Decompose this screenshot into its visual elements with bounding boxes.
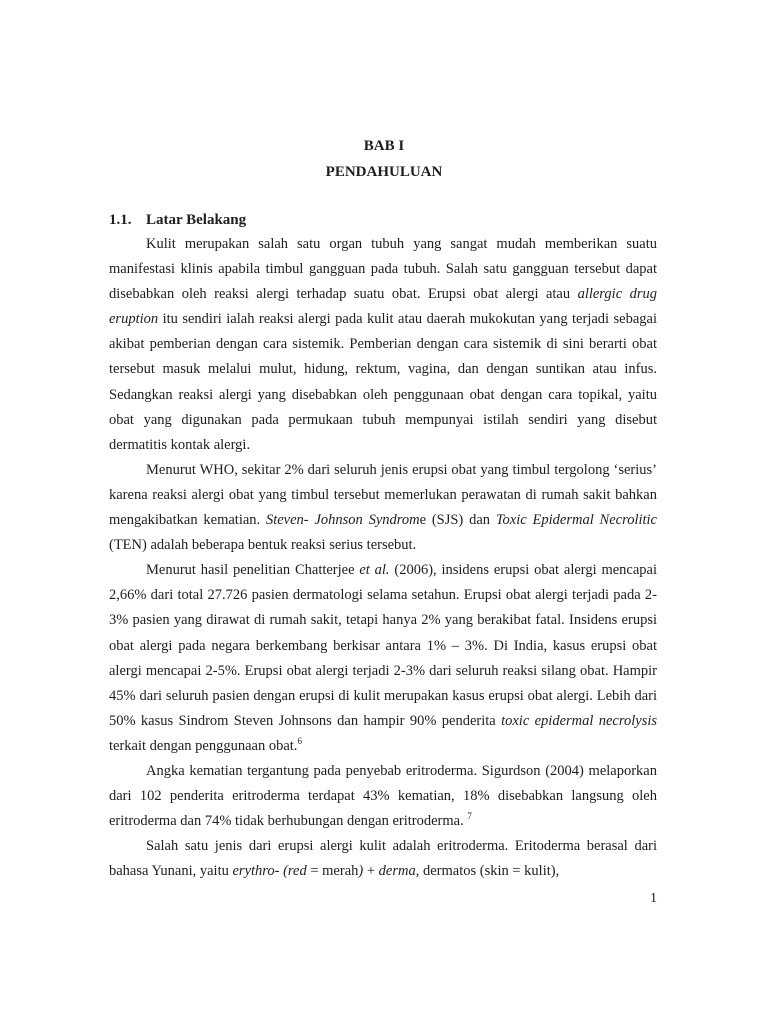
italic-term: ) [358,863,364,880]
text-run: + [363,863,379,880]
paragraph-2 [109,458,657,558]
chapter-number: BAB I [363,138,405,154]
text-run: Menurut hasil penelitian Chatterjee [146,562,360,579]
text-run: Kulit merupakan salah satu organ tubuh yang sangat mudah memberikan suatu manifestasi klinis apabila timbul gangguan pada tubuh. Salah satu gangguan tersebut dapat disebabkan oleh reaksi alergi terhadap suatu obat. Erupsi obat alergi atau [109,236,657,303]
citation-superscript: 6 [297,736,302,747]
italic-term: Toxic Epidermal Necrolitic [495,512,657,529]
body-text [109,232,657,884]
italic-term: toxic epidermal necrolysis [501,712,658,729]
text-run: Menurut WHO, sekitar 2% dari seluruh jenis erupsi obat yang timbul tergolong ‘serius’ karena reaksi alergi obat yang timbul tersebut memerlukan perawatan di rumah sakit bahkan mengakibatkan kematian. [109,461,657,529]
paragraph-4 [109,759,657,834]
section-heading [109,211,246,229]
text-run: e (SJS) dan [419,512,496,529]
section-number: 1.1. [109,212,132,228]
text-run: dermatos (skin = kulit), [419,863,560,880]
page-number: 1 [650,891,657,906]
text-run: terkait dengan penggunaan obat. [109,737,298,754]
italic-term: derma, [378,863,420,880]
italic-term: allergic drug eruption [109,286,657,328]
text-run: itu sendiri ialah reaksi alergi pada kulit atau daerah mukokutan yang terjadi sebagai akibat pemberian dengan cara sistemik. Pemberian dengan cara sistemik di sini berarti obat tersebut masuk melalui mulut, hidung, rektum, vagina, dan dengan suntikan atau infus. Sedangkan reaksi alergi yang disebabkan oleh penggunaan obat dengan cara topikal, yaitu obat yang digunakan pada permukaan tubuh mempunyai istilah sendiri yang disebut dermatitis kontak alergi. [109,311,657,453]
section-title: Latar Belakang [146,212,247,228]
text-run: (2006), insidens erupsi obat alergi mencapai 2,66% dari total 27.726 pasien dermatologi selama setahun. Erupsi obat alergi terjadi pada 2-3% pasien yang dirawat di rumah sakit, tetapi hanya 2% yang berakibat fatal. Insidens erupsi obat alergi pada negara berkembang berkisar antara 1% – 3%. Di India, kasus erupsi obat alergi mencapai 2-5%. Erupsi obat alergi terjadi 2-3% dari seluruh reaksi silang obat. Hampir 45% dari seluruh pasien dengan erupsi di kulit merupakan kasus erupsi obat alergi. Lebih dari 50% kasus Sindrom Steven Johnsons dan hampir 90% penderita [109,562,657,729]
chapter-title: PENDAHULUAN [325,164,443,180]
italic-term: Steven- Johnson Syndrom [265,512,420,529]
paragraph-3 [109,558,657,759]
paragraph-1 [109,232,657,458]
text-run: Salah satu jenis dari erupsi alergi kulit adalah eritroderma. Eritoderma berasal dari bahasa Yunani, yaitu [109,838,657,880]
italic-term: et al. [359,562,390,579]
text-run: Angka kematian tergantung pada penyebab eritroderma. Sigurdson (2004) melaporkan dari 102 penderita eritroderma terdapat 43% kematian, 18% disebabkan langsung oleh eritroderma dan 74% tidak berhubungan dengan eritroderma. [109,762,657,830]
paragraph-5 [109,834,657,884]
text-run: (TEN) adalah beberapa bentuk reaksi serius tersebut. [109,537,417,554]
italic-term: erythro- (red [232,863,307,880]
citation-superscript: 7 [467,811,472,822]
text-run: = merah [306,863,359,880]
